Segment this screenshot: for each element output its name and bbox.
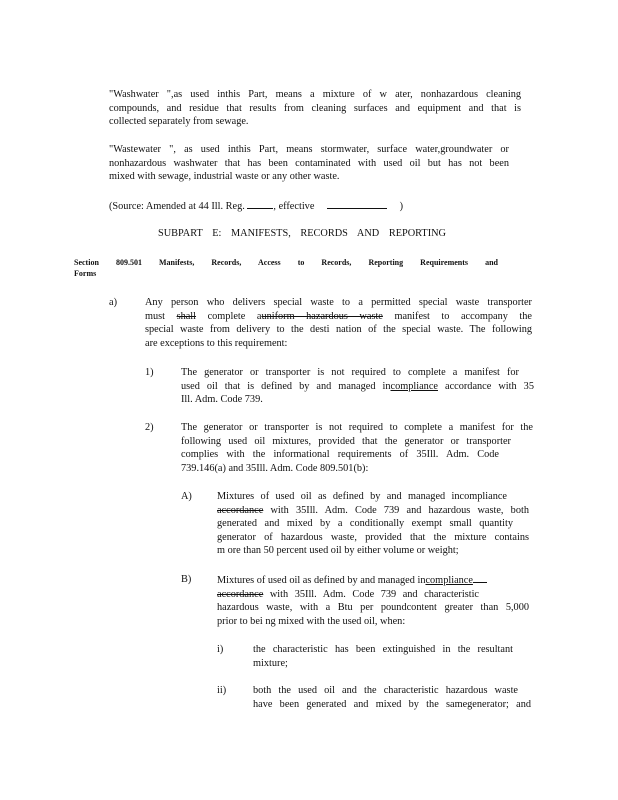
para-a-text <box>145 296 532 350</box>
source-prefix: (Source: Amended at 44 Ill. Reg. <box>109 201 245 212</box>
struck-text-shall: shall <box>176 310 197 322</box>
definition-line: nonhazardous washwater that has been contaminated with used oil but has not been <box>109 157 509 169</box>
struck-text-uniform: uniform hazardous waste <box>261 310 383 322</box>
para-a-line: are exceptions to this requirement: <box>145 337 288 349</box>
para-a-text-must: must <box>145 310 166 322</box>
item-b-text <box>217 573 529 628</box>
item-1-text-post: accordance with 35 <box>445 380 534 392</box>
para-a-text-manifest: manifest to accompany the <box>394 310 532 322</box>
item-b-line: hazardous waste, with a Btu per poundcontent greater than 5,000 <box>217 602 529 614</box>
para-a-line: Any person who delivers special waste to a permitted special waste transporter <box>145 297 532 308</box>
definition-line: "Washwater ",as used inthis Part, means a mixture of w ater, nonhazardous cleaning <box>109 89 521 100</box>
item-b-line <box>217 573 529 588</box>
item-2-line: complies with the informational requirements of 35Ill. Adm. Code <box>181 449 499 461</box>
item-b-line: prior to bei ng mixed with the used oil, when: <box>217 615 406 627</box>
underline-extension <box>473 573 487 583</box>
source-blank-effective <box>327 199 387 209</box>
para-a-text-complete: complete a <box>207 310 262 322</box>
item-2-label: 2) <box>145 422 154 433</box>
item-a-line: generator of hazardous waste, provided that the mixture contains <box>217 531 529 543</box>
definition-line: collected separately from sewage. <box>109 116 249 128</box>
item-a-text-post: with 35Ill. Adm. Code 739 and hazardous waste, both <box>270 504 529 516</box>
para-a-line: special waste from delivery to the desti nation of the special waste. The following <box>145 324 532 336</box>
para-a-line <box>145 310 532 324</box>
item-1-line <box>181 380 534 394</box>
item-a-label: A) <box>181 491 192 502</box>
item-2-line: following used oil mixtures, provided that the generator or transporter <box>181 435 511 447</box>
definition-line: compounds, and residue that results from cleaning surfaces and equipment and that is <box>109 102 521 114</box>
item-1-text <box>181 366 534 407</box>
item-2-line: The generator or transporter is not required to complete a manifest for the <box>181 422 533 433</box>
para-a-label: a) <box>109 297 117 308</box>
item-a-line: Mixtures of used oil as defined by and managed incompliance <box>217 491 507 502</box>
definition-wastewater <box>109 143 509 184</box>
item-a-line <box>217 504 529 518</box>
item-a-text <box>217 490 529 558</box>
struck-text-accordance: accordance <box>217 504 264 516</box>
item-i-line: the characteristic has been extinguished in the resultant <box>253 644 513 655</box>
item-ii-label: ii) <box>217 685 227 696</box>
item-2-line: 739.146(a) and 35Ill. Adm. Code 809.501(b): <box>181 462 369 474</box>
section-heading <box>74 257 498 279</box>
item-1-line: Ill. Adm. Code 739. <box>181 394 263 406</box>
subpart-title: SUBPART E: MANIFESTS, RECORDS AND REPORTING <box>158 228 446 239</box>
item-2-text <box>181 421 533 475</box>
item-ii-line: both the used oil and the characteristic hazardous waste <box>253 685 518 696</box>
item-b-line <box>217 588 479 602</box>
item-b-text-post: with 35Ill. Adm. Code 739 and characteristic <box>269 588 479 600</box>
struck-text-accordance: accordance <box>217 588 264 600</box>
section-heading-line: Section 809.501 Manifests, Records, Access to Records, Reporting Requirements and <box>74 258 498 267</box>
item-i-line: mixture; <box>253 657 288 669</box>
item-1-text-pre: used oil that is defined by and managed in <box>181 380 391 392</box>
underlined-text-compliance: compliance <box>425 575 473 586</box>
source-blank-register <box>247 199 273 209</box>
source-middle: , effective <box>273 201 315 212</box>
item-b-text-pre: Mixtures of used oil as defined by and managed in <box>217 575 426 586</box>
source-note <box>109 199 449 214</box>
item-i-label: i) <box>217 644 224 655</box>
item-1-line: The generator or transporter is not required to complete a manifest for <box>181 367 519 378</box>
underlined-text-compliance: compliance <box>390 380 438 392</box>
item-i-text <box>253 643 513 670</box>
source-suffix: ) <box>399 201 403 212</box>
item-a-line: m ore than 50 percent used oil by either volume or weight; <box>217 545 459 557</box>
item-ii-text <box>253 684 531 711</box>
item-b-label: B) <box>181 574 192 585</box>
section-heading-line: Forms <box>74 269 97 278</box>
definition-line: "Wastewater ", as used inthis Part, means stormwater, surface water,groundwater or <box>109 144 509 155</box>
definition-washwater <box>109 88 521 129</box>
item-1-label: 1) <box>145 367 154 378</box>
definition-line: mixed with sewage, industrial waste or any other waste. <box>109 171 340 183</box>
item-a-line: generated and mixed by a conditionally exempt small quantity <box>217 518 513 530</box>
item-ii-line: have been generated and mixed by the samegenerator; and <box>253 698 531 710</box>
